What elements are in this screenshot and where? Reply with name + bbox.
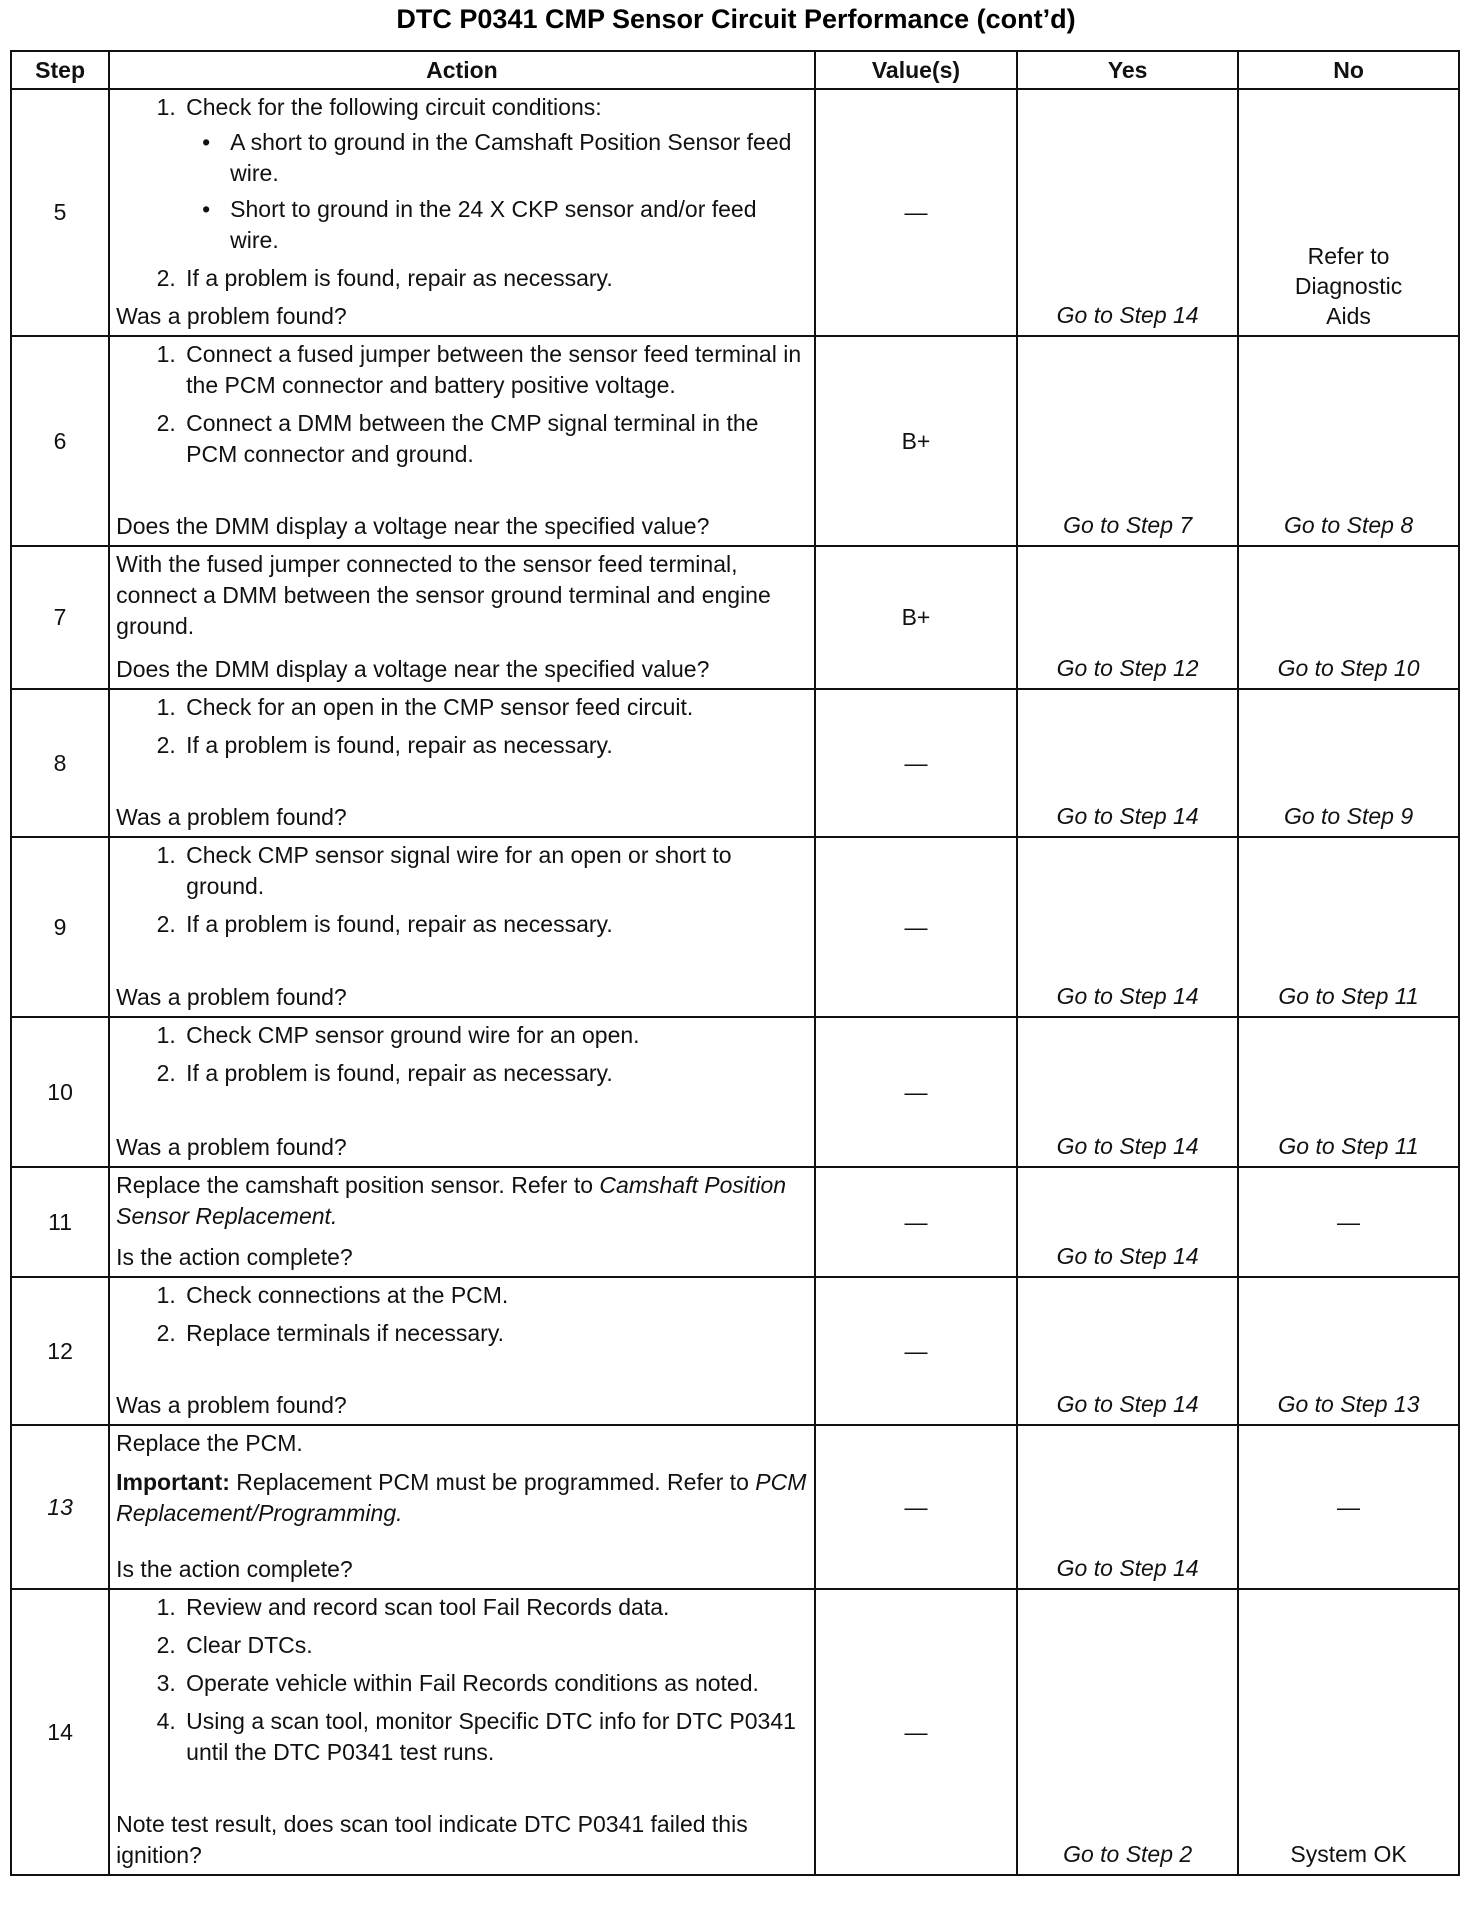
no-cell: — [1238, 1425, 1459, 1589]
no-cell [1238, 89, 1459, 336]
action-cell [109, 336, 815, 546]
action-text: Replace the PCM. [116, 1430, 303, 1456]
page-title: DTC P0341 CMP Sensor Circuit Performance (cont’d) [396, 4, 1076, 34]
no-result: Go to Step 11 [1278, 983, 1419, 1009]
action-list-item: 2. If a problem is found, repair as necessary. [182, 1058, 810, 1089]
action-cell [109, 1425, 815, 1589]
no-cell [1238, 546, 1459, 689]
table-row [11, 689, 1459, 837]
no-cell [1238, 689, 1459, 837]
table-row [11, 1277, 1459, 1425]
action-list-item: 2. Connect a DMM between the CMP signal terminal in the PCM connector and ground. [182, 408, 810, 470]
action-text: Replace the camshaft position sensor. Refer to Camshaft Position Sensor Replacement. [116, 1172, 787, 1229]
table-row [11, 837, 1459, 1017]
action-cell [109, 546, 815, 689]
action-list-item: 1. Check CMP sensor ground wire for an open. [182, 1020, 810, 1051]
no-cell [1238, 837, 1459, 1017]
step-number: 13 [11, 1425, 109, 1589]
no-cell [1238, 1277, 1459, 1425]
no-result: Go to Step 9 [1283, 803, 1414, 829]
no-result: Go to Step 10 [1277, 655, 1420, 681]
value-cell: — [815, 89, 1017, 336]
action-text: With the fused jumper connected to the sensor feed terminal, connect a DMM between the sensor ground terminal and engine ground. [116, 551, 771, 639]
no-result: System OK [1290, 1841, 1407, 1867]
action-cell [109, 89, 815, 336]
action-cell [109, 1017, 815, 1167]
no-result: Go to Step 11 [1278, 1133, 1419, 1159]
action-question: Was a problem found? [116, 804, 347, 830]
action-question: Was a problem found? [116, 1392, 347, 1418]
diagnostic-table [10, 50, 1460, 1876]
reference-link-text: Camshaft Position Sensor Replacement. [116, 1172, 787, 1229]
header-action: Action [109, 51, 815, 89]
header-step: Step [11, 51, 109, 89]
action-list-item: 2. If a problem is found, repair as necessary. [182, 730, 810, 761]
action-list-item: 3. Operate vehicle within Fail Records conditions as noted. [182, 1668, 810, 1699]
action-list-item: 1. Check CMP sensor signal wire for an open or short to ground. [182, 840, 810, 902]
action-question: Was a problem found? [116, 1134, 347, 1160]
table-row [11, 336, 1459, 546]
action-list-item: 2. If a problem is found, repair as necessary. [182, 263, 810, 294]
action-list-item: 2. If a problem is found, repair as necessary. [182, 909, 810, 940]
reference-link-text: PCM Replacement/Programming. [116, 1469, 807, 1526]
yes-result: Go to Step 14 [1056, 1243, 1199, 1269]
action-list-item: 2. Clear DTCs. [182, 1630, 810, 1661]
yes-cell [1017, 1589, 1238, 1875]
yes-result: Go to Step 14 [1056, 1391, 1199, 1417]
step-number: 14 [11, 1589, 109, 1875]
yes-result: Go to Step 2 [1063, 1841, 1193, 1867]
value-cell: — [815, 1277, 1017, 1425]
table-header-row [11, 51, 1459, 89]
yes-result: Go to Step 14 [1056, 302, 1199, 328]
yes-cell [1017, 837, 1238, 1017]
action-list-item: 1. Check for the following circuit conditions: • A short to ground in the Camshaft Position Sensor feed wire. • Short to ground in the 24 X CKP sensor and/or feed wire. [182, 92, 810, 256]
yes-result: Go to Step 14 [1056, 803, 1199, 829]
step-number: 11 [11, 1167, 109, 1277]
action-list-item: 1. Review and record scan tool Fail Records data. [182, 1592, 810, 1623]
table-row [11, 546, 1459, 689]
table-row [11, 1017, 1459, 1167]
value-cell: — [815, 1425, 1017, 1589]
yes-cell [1017, 1277, 1238, 1425]
step-number: 8 [11, 689, 109, 837]
yes-cell [1017, 546, 1238, 689]
value-cell: B+ [815, 336, 1017, 546]
yes-result: Go to Step 12 [1056, 655, 1199, 681]
action-list-item: 1. Check connections at the PCM. [182, 1280, 810, 1311]
action-question: Note test result, does scan tool indicate DTC P0341 failed this ignition? [116, 1811, 748, 1868]
action-bullet: • Short to ground in the 24 X CKP sensor and/or feed wire. [226, 194, 810, 256]
action-question: Does the DMM display a voltage near the specified value? [116, 656, 710, 682]
action-question: Does the DMM display a voltage near the specified value? [116, 513, 710, 539]
yes-result: Go to Step 14 [1056, 983, 1199, 1009]
important-label: Important: [116, 1469, 230, 1495]
step-number: 10 [11, 1017, 109, 1167]
yes-cell [1017, 1167, 1238, 1277]
action-question: Was a problem found? [116, 303, 347, 329]
action-cell [109, 837, 815, 1017]
action-list-item: 1. Check for an open in the CMP sensor feed circuit. [182, 692, 810, 723]
action-question: Is the action complete? [116, 1556, 353, 1582]
step-number: 5 [11, 89, 109, 336]
no-cell: — [1238, 1167, 1459, 1277]
action-cell [109, 1589, 815, 1875]
table-row [11, 1589, 1459, 1875]
action-bullet: • A short to ground in the Camshaft Position Sensor feed wire. [226, 127, 810, 189]
step-number: 6 [11, 336, 109, 546]
value-cell: — [815, 689, 1017, 837]
yes-result: Go to Step 7 [1063, 512, 1193, 538]
table-row [11, 1167, 1459, 1277]
table-row [11, 89, 1459, 336]
yes-cell [1017, 1425, 1238, 1589]
yes-result: Go to Step 14 [1056, 1555, 1199, 1581]
value-cell: — [815, 837, 1017, 1017]
value-cell: — [815, 1167, 1017, 1277]
action-question: Is the action complete? [116, 1244, 353, 1270]
no-result: Go to Step 13 [1277, 1391, 1420, 1417]
step-number: 12 [11, 1277, 109, 1425]
no-result: Go to Step 8 [1283, 512, 1414, 538]
header-values: Value(s) [815, 51, 1017, 89]
action-cell [109, 689, 815, 837]
value-cell: — [815, 1589, 1017, 1875]
important-note: Important: Replacement PCM must be programmed. Refer to PCM Replacement/Programming. [116, 1469, 807, 1526]
header-yes: Yes [1017, 51, 1238, 89]
step-number: 9 [11, 837, 109, 1017]
no-cell [1238, 1017, 1459, 1167]
value-cell: B+ [815, 546, 1017, 689]
no-cell [1238, 1589, 1459, 1875]
no-cell [1238, 336, 1459, 546]
table-row [11, 1425, 1459, 1589]
yes-cell [1017, 89, 1238, 336]
action-question: Was a problem found? [116, 984, 347, 1010]
yes-cell [1017, 336, 1238, 546]
yes-cell [1017, 1017, 1238, 1167]
yes-cell [1017, 689, 1238, 837]
action-cell [109, 1277, 815, 1425]
no-result: Refer to Diagnostic Aids [1294, 243, 1403, 329]
step-number: 7 [11, 546, 109, 689]
action-list-item: 4. Using a scan tool, monitor Specific DTC info for DTC P0341 until the DTC P0341 test runs. [182, 1706, 810, 1768]
action-list-item: 2. Replace terminals if necessary. [182, 1318, 810, 1349]
action-list-item: 1. Connect a fused jumper between the sensor feed terminal in the PCM connector and battery positive voltage. [182, 339, 810, 401]
yes-result: Go to Step 14 [1056, 1133, 1199, 1159]
header-no: No [1238, 51, 1459, 89]
value-cell: — [815, 1017, 1017, 1167]
action-cell [109, 1167, 815, 1277]
